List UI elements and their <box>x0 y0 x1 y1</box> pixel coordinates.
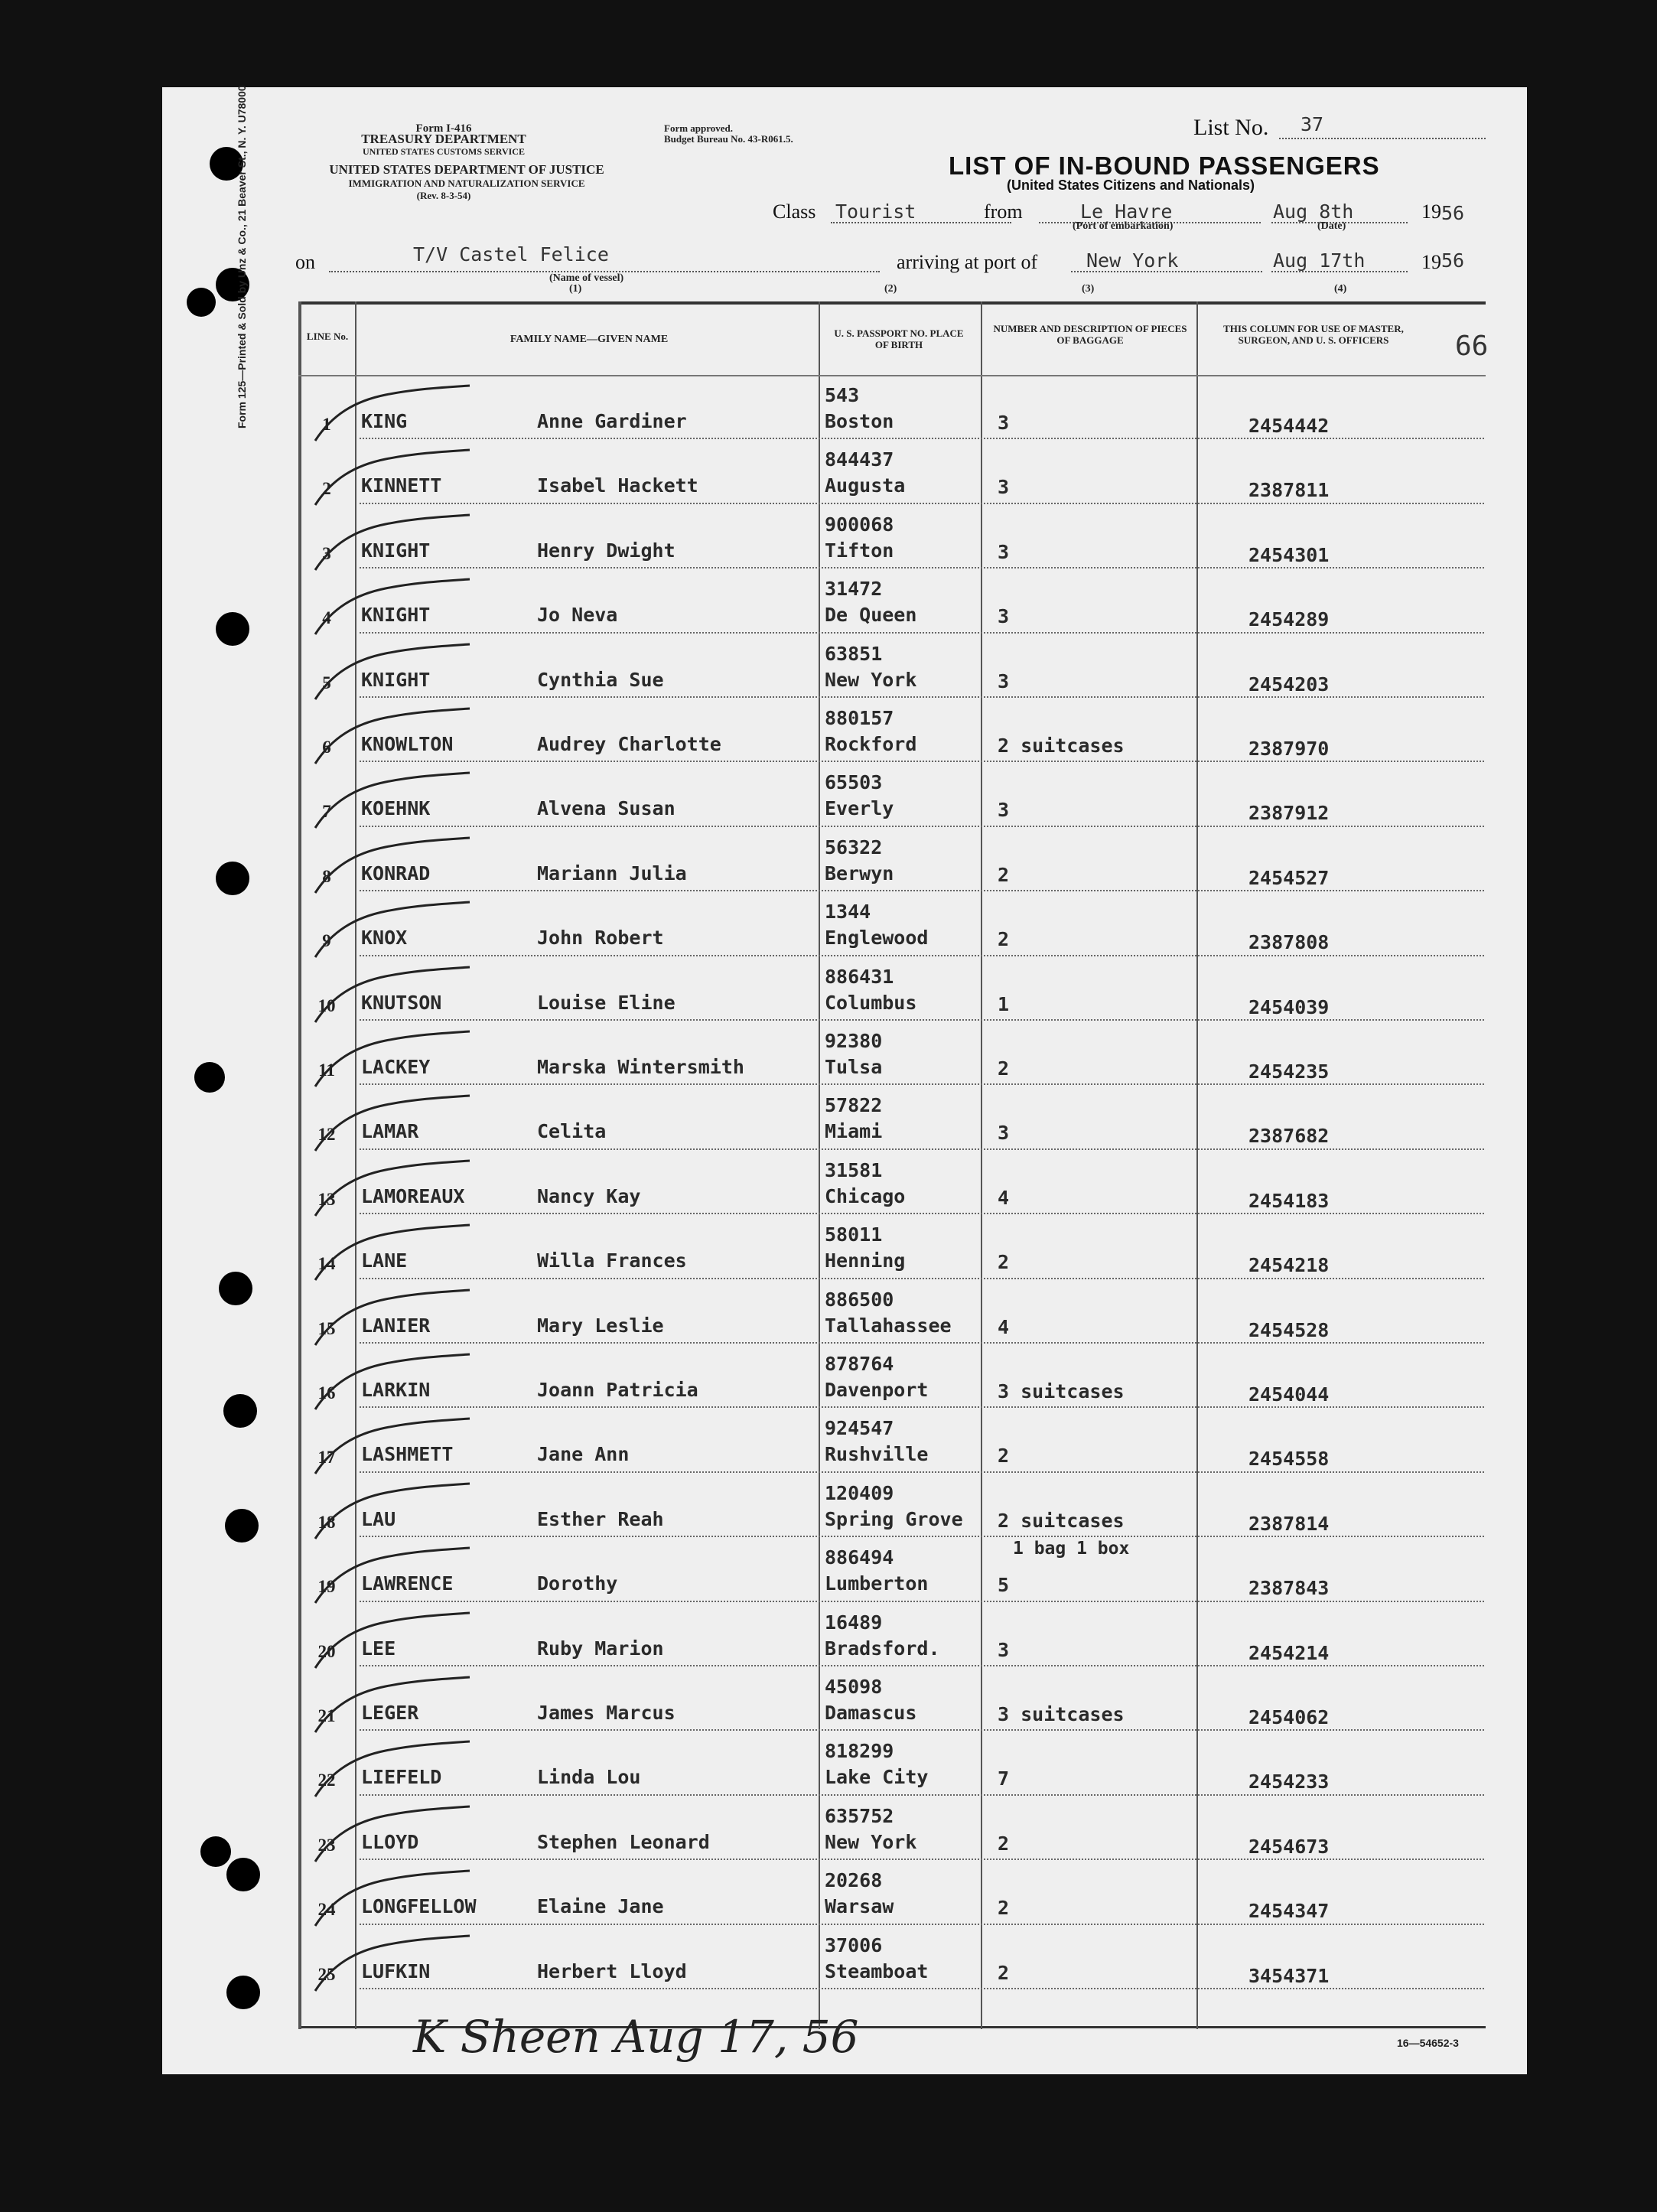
line-number: 21 <box>317 1706 336 1725</box>
arrival-port: New York <box>1086 249 1179 272</box>
officer-number: 2387912 <box>1248 802 1330 825</box>
punch-hole <box>200 1836 231 1867</box>
line-number: 13 <box>317 1189 336 1209</box>
year-prefix-2: 19 <box>1421 251 1441 273</box>
place-of-birth: Augusta <box>825 474 906 497</box>
family-name: LAMAR <box>361 1120 419 1143</box>
check-mark <box>309 1676 485 1737</box>
check-mark <box>309 384 485 445</box>
baggage-count: 2 <box>998 1445 1010 1468</box>
place-of-birth: De Queen <box>825 604 917 627</box>
baggage-count: 3 <box>998 799 1010 822</box>
col-ref-1: (1) <box>569 283 582 295</box>
baggage-count: 4 <box>998 1315 1010 1338</box>
passport-number: 20268 <box>825 1869 883 1892</box>
place-of-birth: Englewood <box>825 927 929 950</box>
officer-number: 2454183 <box>1248 1189 1330 1212</box>
officer-number: 2454289 <box>1248 608 1330 631</box>
given-name: Mariann Julia <box>537 862 687 884</box>
family-name: LUFKIN <box>361 1960 431 1982</box>
col-header-officers: THIS COLUMN FOR USE OF MASTER, SURGEON, AND U. S. OFFICERS <box>1223 323 1404 346</box>
departure-date: Aug 8th <box>1273 200 1354 223</box>
place-of-birth: Rushville <box>825 1443 929 1466</box>
family-name: LARKIN <box>361 1379 431 1401</box>
given-name: Herbert Lloyd <box>537 1960 687 1982</box>
given-name: Esther Reah <box>537 1507 664 1530</box>
given-name: Mary Leslie <box>537 1314 664 1337</box>
line-number: 16 <box>317 1383 336 1402</box>
punch-hole <box>219 1272 252 1305</box>
given-name: Stephen Leonard <box>537 1830 710 1853</box>
line-number: 1 <box>322 415 331 434</box>
passport-number: 886431 <box>825 965 894 988</box>
officer-number: 2454442 <box>1248 415 1330 437</box>
line-number: 6 <box>322 738 331 757</box>
passport-number: 56322 <box>825 836 883 858</box>
on-label: on <box>295 251 315 273</box>
year-value: 56 <box>1441 202 1465 224</box>
page-number-mark: 66 <box>1455 331 1489 362</box>
officer-number: 2387970 <box>1248 738 1330 760</box>
place-of-birth: Berwyn <box>825 862 894 884</box>
given-name: Jane Ann <box>537 1443 630 1466</box>
baggage-count: 7 <box>998 1767 1010 1790</box>
line-number: 8 <box>322 866 331 886</box>
vessel-name: T/V Castel Felice <box>413 243 609 266</box>
treasury-department: TREASURY DEPARTMENT <box>361 132 526 146</box>
vessel-caption: (Name of vessel) <box>549 272 624 284</box>
check-mark <box>309 1805 485 1866</box>
passport-number: 1344 <box>825 901 871 924</box>
check-mark <box>309 448 485 510</box>
family-name: KNOWLTON <box>361 733 454 755</box>
baggage-count: 3 <box>998 1122 1010 1145</box>
officer-number: 2454214 <box>1248 1641 1330 1664</box>
officer-number: 2454528 <box>1248 1318 1330 1341</box>
place-of-birth: Davenport <box>825 1379 929 1401</box>
place-of-birth: Warsaw <box>825 1895 894 1918</box>
line-number: 17 <box>317 1448 336 1468</box>
year-prefix: 19 <box>1421 200 1441 223</box>
family-name: LLOYD <box>361 1830 419 1853</box>
given-name: Anne Gardiner <box>537 410 687 432</box>
officer-number: 2387843 <box>1248 1577 1330 1600</box>
passenger-table <box>298 301 1489 2029</box>
family-name: KOEHNK <box>361 797 431 820</box>
place-of-birth: Rockford <box>825 733 917 755</box>
list-no-label: List No. <box>1193 115 1269 140</box>
passport-number: 45098 <box>825 1676 883 1698</box>
passport-number: 900068 <box>825 513 894 536</box>
family-name: LAMOREAUX <box>361 1184 465 1207</box>
given-name: Dorothy <box>537 1572 618 1595</box>
check-mark <box>309 1417 485 1478</box>
col-header-passport: U. S. PASSPORT NO. PLACE OF BIRTH <box>834 327 964 350</box>
given-name: Linda Lou <box>537 1766 641 1789</box>
col-header-baggage: NUMBER AND DESCRIPTION OF PIECES OF BAGGAGE <box>993 323 1187 346</box>
line-number: 25 <box>317 1964 336 1984</box>
passport-number: 886494 <box>825 1546 894 1569</box>
passport-number: 92380 <box>825 1030 883 1052</box>
place-of-birth: Miami <box>825 1120 883 1143</box>
place-of-birth: Boston <box>825 410 894 432</box>
check-mark <box>309 1740 485 1801</box>
passport-number: 635752 <box>825 1804 894 1827</box>
officer-number: 2387814 <box>1248 1512 1330 1535</box>
check-mark <box>309 513 485 575</box>
year-value-2: 56 <box>1441 249 1465 272</box>
passport-number: 31581 <box>825 1158 883 1181</box>
place-of-birth: Damascus <box>825 1702 917 1724</box>
check-mark <box>309 643 485 704</box>
given-name: Ruby Marion <box>537 1637 664 1660</box>
check-mark <box>309 1482 485 1543</box>
page-subtitle: (United States Citizens and Nationals) <box>1007 178 1255 193</box>
baggage-count: 2 <box>998 928 1010 951</box>
punch-hole <box>216 862 249 895</box>
line-number: 5 <box>322 673 331 692</box>
check-mark <box>309 771 485 832</box>
line-number: 7 <box>322 802 331 822</box>
line-number: 19 <box>317 1577 336 1597</box>
place-of-birth: Spring Grove <box>825 1507 963 1530</box>
check-mark <box>309 1159 485 1220</box>
check-mark <box>309 1869 485 1930</box>
printer-imprint: Form 125—Printed & Sold by Unz & Co., 21 Beaver St., N. Y. U78000 <box>236 85 248 428</box>
place-of-birth: Everly <box>825 797 894 820</box>
class-label: Class <box>773 200 816 223</box>
check-mark <box>309 836 485 898</box>
place-of-birth: Columbus <box>825 991 917 1014</box>
passport-number: 543 <box>825 384 860 406</box>
punch-hole <box>187 288 216 317</box>
place-of-birth: New York <box>825 1830 917 1853</box>
baggage-count: 2 <box>998 1832 1010 1855</box>
officer-number: 2454301 <box>1248 543 1330 566</box>
officer-number: 2454527 <box>1248 866 1330 889</box>
line-number: 4 <box>322 608 331 628</box>
line-number: 12 <box>317 1125 336 1145</box>
embark-caption: (Port of embarkation) <box>1073 220 1174 232</box>
baggage-count: 2 <box>998 1057 1010 1080</box>
baggage-count: 2 <box>998 1251 1010 1274</box>
arriving-label: arriving at port of <box>897 251 1038 273</box>
family-name: LANIER <box>361 1314 431 1337</box>
line-number: 2 <box>322 479 331 499</box>
revision-date: (Rev. 8-3-54) <box>416 190 471 201</box>
baggage-count: 1 <box>998 992 1010 1015</box>
line-number: 3 <box>322 543 331 563</box>
col-ref-3: (3) <box>1082 283 1095 295</box>
check-mark <box>309 707 485 768</box>
family-name: KING <box>361 410 408 432</box>
immigration-service: IMMIGRATION AND NATURALIZATION SERVICE <box>348 178 585 189</box>
officer-number: 3454371 <box>1248 1964 1330 1987</box>
date-caption: (Date) <box>1317 220 1346 232</box>
given-name: Isabel Hackett <box>537 474 698 497</box>
passport-number: 31472 <box>825 578 883 601</box>
baggage-count: 2 suitcases <box>998 735 1125 757</box>
check-mark <box>309 1288 485 1350</box>
place-of-birth: New York <box>825 668 917 691</box>
given-name: Elaine Jane <box>537 1895 664 1918</box>
passport-number: 818299 <box>825 1740 894 1763</box>
col-header-line: LINE No. <box>306 331 349 342</box>
given-name: Nancy Kay <box>537 1184 641 1207</box>
line-number: 23 <box>317 1835 336 1855</box>
check-mark <box>309 578 485 639</box>
officer-number: 2454203 <box>1248 673 1330 696</box>
customs-service: UNITED STATES CUSTOMS SERVICE <box>363 146 525 157</box>
budget-bureau: Budget Bureau No. 43-R061.5. <box>664 133 793 145</box>
check-mark <box>309 1094 485 1155</box>
baggage-count: 3 <box>998 476 1010 499</box>
col-ref-4: (4) <box>1334 283 1347 295</box>
from-value: Le Havre <box>1080 200 1173 223</box>
family-name: LANE <box>361 1249 408 1272</box>
family-name: KNIGHT <box>361 668 431 691</box>
baggage-count: 4 <box>998 1186 1010 1209</box>
given-name: John Robert <box>537 927 664 950</box>
officer-number: 2454558 <box>1248 1448 1330 1471</box>
family-name: KNOX <box>361 927 408 950</box>
passport-number: 58011 <box>825 1223 883 1246</box>
passport-number: 844437 <box>825 448 894 471</box>
baggage-count: 3 <box>998 605 1010 628</box>
form-approved: Form approved. <box>664 122 734 134</box>
place-of-birth: Lumberton <box>825 1572 929 1595</box>
passport-number: 57822 <box>825 1094 883 1117</box>
given-name: Celita <box>537 1120 607 1143</box>
given-name: Marska Wintersmith <box>537 1056 744 1078</box>
check-mark <box>309 1546 485 1608</box>
officer-number: 2387811 <box>1248 479 1330 502</box>
family-name: LAWRENCE <box>361 1572 454 1595</box>
line-number: 24 <box>317 1900 336 1920</box>
check-mark <box>309 1353 485 1414</box>
officer-number: 2454233 <box>1248 1771 1330 1793</box>
passport-number: 37006 <box>825 1933 883 1956</box>
punch-hole <box>223 1394 257 1428</box>
check-mark <box>309 1611 485 1673</box>
place-of-birth: Lake City <box>825 1766 929 1789</box>
given-name: Cynthia Sue <box>537 668 664 691</box>
given-name: Willa Frances <box>537 1249 687 1272</box>
officer-number: 2454235 <box>1248 1060 1330 1083</box>
col-header-name: FAMILY NAME—GIVEN NAME <box>509 334 669 345</box>
baggage-count: 2 <box>998 1961 1010 1984</box>
officer-number: 2387682 <box>1248 1125 1330 1148</box>
from-label: from <box>984 200 1023 223</box>
officer-number: 2454044 <box>1248 1383 1330 1406</box>
passport-number: 120409 <box>825 1481 894 1504</box>
baggage-count: 5 <box>998 1574 1010 1597</box>
justice-department: UNITED STATES DEPARTMENT OF JUSTICE <box>329 162 604 177</box>
officer-number: 2454039 <box>1248 995 1330 1018</box>
class-value: Tourist <box>835 200 916 223</box>
punch-hole <box>226 1858 260 1891</box>
punch-hole <box>226 1976 260 2009</box>
place-of-birth: Tallahassee <box>825 1314 952 1337</box>
baggage-count: 2 <box>998 863 1010 886</box>
place-of-birth: Steamboat <box>825 1960 929 1982</box>
page-title: LIST OF IN-BOUND PASSENGERS <box>949 151 1380 180</box>
baggage-count: 2 suitcases <box>998 1509 1125 1532</box>
punch-hole <box>216 612 249 646</box>
punch-hole <box>194 1062 225 1093</box>
given-name: Alvena Susan <box>537 797 675 820</box>
check-mark <box>309 1223 485 1285</box>
family-name: KNIGHT <box>361 604 431 627</box>
baggage-count: 3 <box>998 412 1010 434</box>
check-mark <box>309 1934 485 1995</box>
place-of-birth: Bradsford. <box>825 1637 940 1660</box>
line-number: 15 <box>317 1318 336 1338</box>
officer-number: 2387808 <box>1248 931 1330 954</box>
officer-number: 2454673 <box>1248 1835 1330 1858</box>
footer-form-code: 16—54652-3 <box>1397 2037 1459 2049</box>
line-number: 11 <box>318 1060 335 1080</box>
line-number: 22 <box>317 1771 336 1790</box>
given-name: Henry Dwight <box>537 539 675 562</box>
family-name: LEE <box>361 1637 396 1660</box>
line-number: 10 <box>317 995 336 1015</box>
passport-number: 878764 <box>825 1353 894 1375</box>
family-name: LAU <box>361 1507 396 1530</box>
passport-number: 63851 <box>825 642 883 665</box>
check-mark <box>309 1030 485 1091</box>
line-number: 14 <box>317 1254 336 1274</box>
family-name: KONRAD <box>361 862 431 884</box>
given-name: James Marcus <box>537 1702 675 1724</box>
baggage-count: 2 <box>998 1897 1010 1920</box>
officer-number: 2454218 <box>1248 1254 1330 1277</box>
inspector-signature: K Sheen Aug 17, 56 <box>413 2011 859 2063</box>
line-number: 18 <box>317 1512 336 1532</box>
passport-number: 16489 <box>825 1611 883 1634</box>
family-name: KNUTSON <box>361 991 442 1014</box>
check-mark <box>309 966 485 1027</box>
place-of-birth: Tulsa <box>825 1056 883 1078</box>
place-of-birth: Chicago <box>825 1184 906 1207</box>
col-ref-2: (2) <box>884 283 897 295</box>
baggage-count: 3 <box>998 540 1010 563</box>
given-name: Audrey Charlotte <box>537 733 721 755</box>
family-name: KNIGHT <box>361 539 431 562</box>
passport-number: 880157 <box>825 707 894 729</box>
family-name: LONGFELLOW <box>361 1895 477 1918</box>
list-no-value: 37 <box>1301 113 1324 135</box>
passport-number: 886500 <box>825 1288 894 1311</box>
baggage-count: 3 suitcases <box>998 1703 1125 1725</box>
line-number: 9 <box>322 931 331 951</box>
baggage-detail: 1 bag 1 box <box>1013 1538 1130 1559</box>
family-name: LASHMETT <box>361 1443 454 1466</box>
family-name: LEGER <box>361 1702 419 1724</box>
check-mark <box>309 901 485 962</box>
line-number: 20 <box>317 1641 336 1661</box>
baggage-count: 3 <box>998 1638 1010 1661</box>
form-number: Form I-416 <box>415 122 472 135</box>
given-name: Joann Patricia <box>537 1379 698 1401</box>
baggage-count: 3 suitcases <box>998 1380 1125 1402</box>
family-name: LIEFELD <box>361 1766 442 1789</box>
arrival-date: Aug 17th <box>1273 249 1366 272</box>
baggage-count: 3 <box>998 669 1010 692</box>
family-name: LACKEY <box>361 1056 431 1078</box>
place-of-birth: Tifton <box>825 539 894 562</box>
given-name: Louise Eline <box>537 991 675 1014</box>
officer-number: 2454347 <box>1248 1900 1330 1923</box>
officer-number: 2454062 <box>1248 1706 1330 1728</box>
passport-number: 924547 <box>825 1417 894 1440</box>
punch-hole <box>225 1509 259 1543</box>
passport-number: 65503 <box>825 771 883 794</box>
family-name: KINNETT <box>361 474 442 497</box>
given-name: Jo Neva <box>537 604 618 627</box>
place-of-birth: Henning <box>825 1249 906 1272</box>
